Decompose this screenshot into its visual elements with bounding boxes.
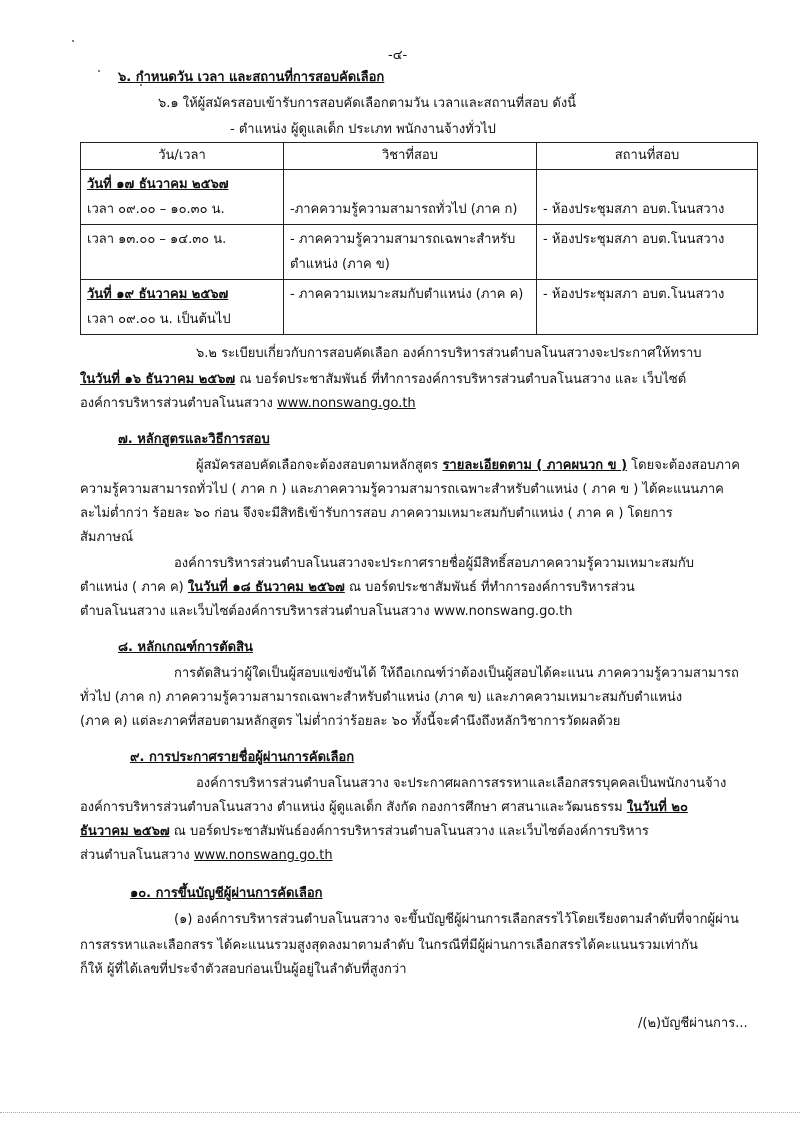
section-6-2-line2: ในวันที่ ๑๖ ธันวาคม ๒๕๖๗ ณ บอร์ดประชาสัมพันธ์ ที่ทำการองค์การบริหารส่วนตำบลโนนสวาง และ เว็บไซต์ <box>80 372 687 387</box>
place-cell <box>537 170 758 225</box>
exam-date: วันที่ ๑๗ ธันวาคม ๒๕๖๗ <box>87 177 229 192</box>
announce-date: ธันวาคม ๒๕๖๗ <box>80 824 170 839</box>
section-9-line1: องค์การบริหารส่วนตำบลโนนสวาง จะประกาศผลการสรรหาและเลือกสรรบุคคลเป็นพนักงานจ้าง <box>196 776 727 791</box>
exam-time: เวลา ๑๓.๐๐ – ๑๔.๓๐ น. <box>87 232 227 247</box>
website-link[interactable]: www.nonswang.go.th <box>193 848 333 863</box>
exam-subject: - ภาคความรู้ความสามารถเฉพาะสำหรับ <box>290 232 516 247</box>
section-9-heading: ๙. การประกาศรายชื่อผู้ผ่านการคัดเลือก <box>130 750 355 765</box>
exam-subject-cont: ตำแหน่ง (ภาค ข) <box>290 257 390 272</box>
section-7-line3: ละไม่ต่ำกว่า ร้อยละ ๖๐ ก่อน จึงจะมีสิทธิเข้ารับการสอบ ภาคความเหมาะสมกับตำแหน่ง ( ภาค ค ) โดยการ <box>80 506 673 521</box>
appendix-ref: รายละเอียดตาม ( ภาคผนวก ข ) <box>442 458 628 473</box>
section-10-line1: (๑) องค์การบริหารส่วนตำบลโนนสวาง จะขึ้นบัญชีผู้ผ่านการเลือกสรรไว้โดยเรียงตามลำดับที่จากผู้ผ่าน <box>174 912 739 927</box>
section-7-line2: ความรู้ความสามารถทั่วไป ( ภาค ก ) และภาคความรู้ความสามารถเฉพาะสำหรับตำแหน่ง ( ภาค ข ) ได้คะแนนภาค <box>80 482 724 497</box>
section-6-1-text: ๖.๑ ให้ผู้สมัครสอบเข้ารับการสอบคัดเลือกตามวัน เวลาและสถานที่สอบ ดังนี้ <box>158 96 577 111</box>
subject-cell <box>284 225 537 280</box>
exam-date: วันที่ ๑๙ ธันวาคม ๒๕๖๗ <box>87 287 229 302</box>
table-header: วัน/เวลา <box>81 143 284 170</box>
subject-cell <box>284 170 537 225</box>
table-header: สถานที่สอบ <box>537 143 758 170</box>
exam-time: เวลา ๐๙.๐๐ – ๑๐.๓๐ น. <box>87 202 225 217</box>
announce-date: ในวันที่ ๑๖ ธันวาคม ๒๕๖๗ <box>80 372 236 387</box>
section-9-line3: ธันวาคม ๒๕๖๗ ณ บอร์ดประชาสัมพันธ์องค์การบริหารส่วนตำบลโนนสวาง และเว็บไซต์องค์การบริหาร <box>80 824 649 839</box>
announce-date: ในวันที่ ๒๐ <box>626 800 688 815</box>
section-6-heading: ๖. กำหนดวัน เวลา และสถานที่การสอบคัดเลือก <box>118 70 385 85</box>
section-7-line7: ตำบลโนนสวาง และเว็บไซต์องค์การบริหารส่วนตำบลโนนสวาง www.nonswang.go.th <box>80 604 573 619</box>
place-cell <box>537 225 758 280</box>
section-6-2-line3: องค์การบริหารส่วนตำบลโนนสวาง www.nonswang.go.th <box>80 396 416 411</box>
scan-edge-line <box>0 1112 800 1113</box>
page-number: -๔- <box>388 48 408 63</box>
date-time-cell <box>81 280 284 335</box>
exam-subject: - ภาคความเหมาะสมกับตำแหน่ง (ภาค ค) <box>290 287 524 302</box>
table-row <box>81 170 758 225</box>
subject-cell <box>284 280 537 335</box>
date-time-cell <box>81 225 284 280</box>
table-row <box>81 225 758 280</box>
section-8-line2: ทั่วไป (ภาค ก) ภาคความรู้ความสามารถเฉพาะสำหรับตำแหน่ง (ภาค ข) และภาคความเหมาะสมกับตำแหน่ง <box>80 690 683 705</box>
table-header-row <box>81 143 758 170</box>
exam-place: - ห้องประชุมสภา อบต.โนนสวาง <box>543 287 725 302</box>
place-cell <box>537 280 758 335</box>
date-time-cell <box>81 170 284 225</box>
section-9-line2: องค์การบริหารส่วนตำบลโนนสวาง ตำแหน่ง ผู้ดูแลเด็ก สังกัด กองการศึกษา ศาสนาและวัฒนธรรม ในวันที่ ๒๐ <box>80 800 688 815</box>
website-link[interactable]: www.nonswang.go.th <box>276 396 416 411</box>
section-8-line1: การตัดสินว่าผู้ใดเป็นผู้สอบแข่งขันได้ ให้ถือเกณฑ์ว่าต้องเป็นผู้สอบได้คะแนน ภาคความรู้ความสามารถ <box>174 666 739 681</box>
table-row <box>81 280 758 335</box>
exam-place: - ห้องประชุมสภา อบต.โนนสวาง <box>543 202 725 217</box>
section-9-line4: ส่วนตำบลโนนสวาง www.nonswang.go.th <box>80 848 333 863</box>
section-7-heading: ๗. หลักสูตรและวิธีการสอบ <box>118 432 270 447</box>
exam-subject: -ภาคความรู้ความสามารถทั่วไป (ภาค ก) <box>290 202 518 217</box>
section-10-line3: ก็ให้ ผู้ที่ได้เลขที่ประจำตัวสอบก่อนเป็นผู้อยู่ในลำดับที่สูงกว่า <box>80 962 407 977</box>
section-7-line5: องค์การบริหารส่วนตำบลโนนสวางจะประกาศรายชื่อผู้มีสิทธิ์สอบภาคความรู้ความเหมาะสมกับ <box>174 556 694 571</box>
section-8-line3: (ภาค ค) แต่ละภาคที่สอบตามหลักสูตร ไม่ต่ำกว่าร้อยละ ๖๐ ทั้งนี้จะคำนึงถึงหลักวิชาการวัดผลด้วย <box>80 714 621 729</box>
section-8-heading: ๘. หลักเกณฑ์การตัดสิน <box>118 640 253 655</box>
section-10-heading: ๑๐. การขึ้นบัญชีผู้ผ่านการคัดเลือก <box>130 886 323 901</box>
section-6-2-line1: ๖.๒ ระเบียบเกี่ยวกับการสอบคัดเลือก องค์การบริหารส่วนตำบลโนนสวางจะประกาศให้ทราบ <box>196 346 702 361</box>
exam-schedule-table <box>80 142 758 335</box>
scan-speck <box>72 40 74 42</box>
scan-speck <box>98 70 100 72</box>
exam-place: - ห้องประชุมสภา อบต.โนนสวาง <box>543 232 725 247</box>
continuation-note: /(๒)บัญชีผ่านการ... <box>638 1016 748 1031</box>
section-7-line4: สัมภาษณ์ <box>80 530 134 545</box>
section-7-line1: ผู้สมัครสอบคัดเลือกจะต้องสอบตามหลักสูตร รายละเอียดตาม ( ภาคผนวก ข ) โดยจะต้องสอบภาค <box>196 458 740 473</box>
exam-time: เวลา ๐๙.๐๐ น. เป็นต้นไป <box>87 312 231 327</box>
announce-date: ในวันที่ ๑๘ ธันวาคม ๒๕๖๗ <box>187 580 345 595</box>
position-line: - ตำแหน่ง ผู้ดูแลเด็ก ประเภท พนักงานจ้างทั่วไป <box>230 122 496 137</box>
section-7-line6: ตำแหน่ง ( ภาค ค) ในวันที่ ๑๘ ธันวาคม ๒๕๖๗ ณ บอร์ดประชาสัมพันธ์ ที่ทำการองค์การบริหารส่วน <box>80 580 635 595</box>
section-10-line2: การสรรหาและเลือกสรร ได้คะแนนรวมสูงสุดลงมาตามลำดับ ในกรณีที่มีผู้ผ่านการเลือกสรรได้คะแนนรวมเท่ากัน <box>80 938 698 953</box>
table-header: วิชาที่สอบ <box>284 143 537 170</box>
